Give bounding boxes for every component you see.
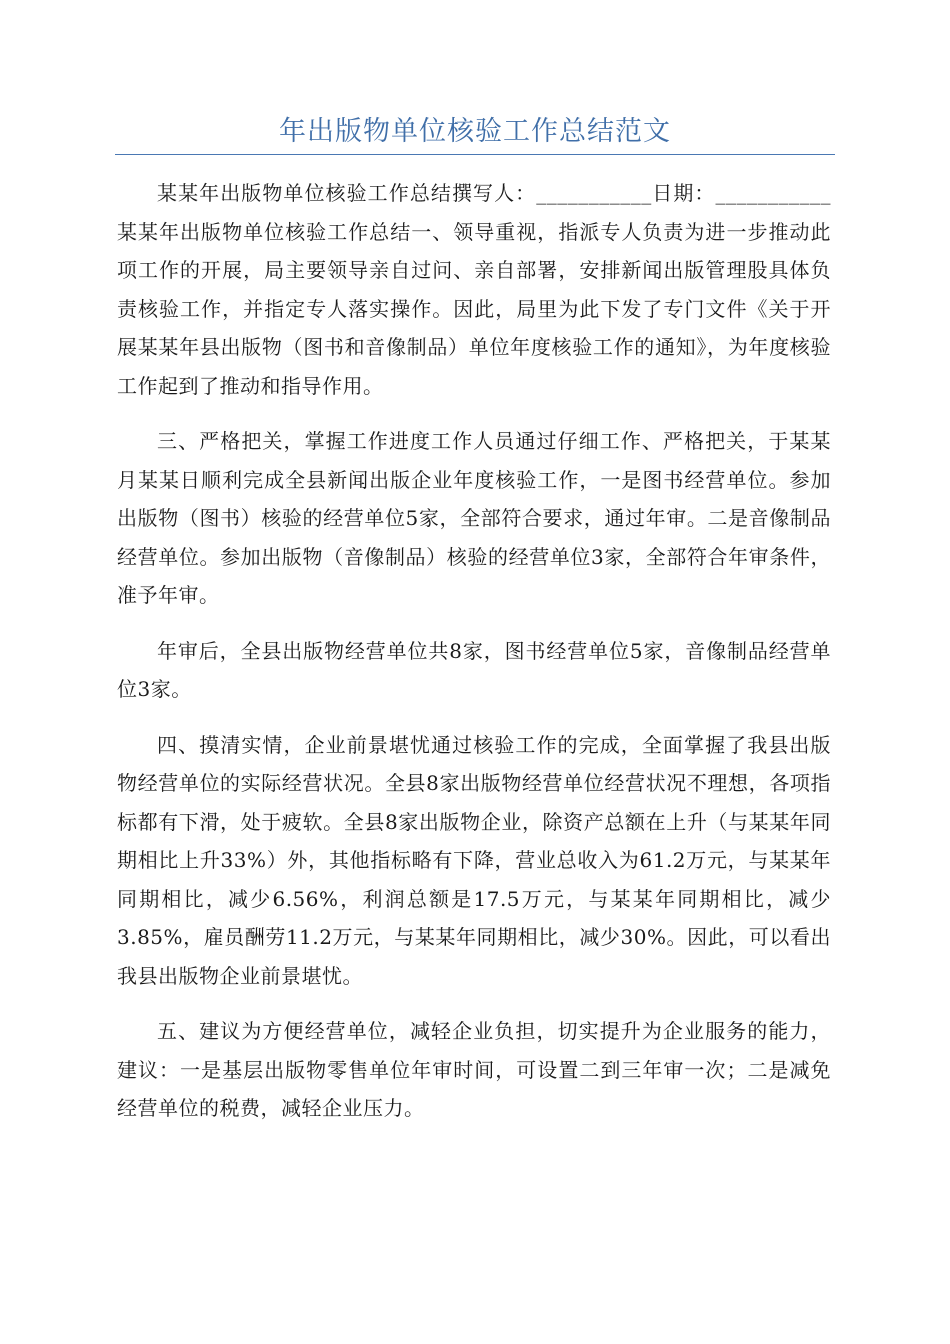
paragraph-section-five: 五、建议为方便经营单位，减轻企业负担，切实提升为企业服务的能力，建议：一是基层出版物零售单位年审时间，可设置二到三年审一次；二是减免经营单位的税费，减轻企业压力。 <box>117 1019 831 1120</box>
title-divider <box>115 154 835 155</box>
paragraph-section-three: 三、严格把关，掌握工作进度工作人员通过仔细工作、严格把关，于某某月某某日顺利完成全县新闻出版企业年度核验工作，一是图书经营单位。参加出版物（图书）核验的经营单位5家，全部符合要求，通过年审。二是音像制品经营单位。参加出版物（音像制品）核验的经营单位3家，全部符合年审条件，准予年审。 <box>117 429 831 607</box>
paragraph-intro: 某某年出版物单位核验工作总结撰写人：___________日期：___________某某年出版物单位核验工作总结一、领导重视，指派专人负责为进一步推动此项工作的开展，局主要领导亲自过问、亲自部署，安排新闻出版管理股具体负责核验工作，并指定专人落实操作。因此，局里为此下发了专门文件《关于开展某某年县出版物（图书和音像制品）单位年度核验工作的通知》，为年度核验工作起到了推动和指导作用。 <box>117 181 831 398</box>
document-title: 年出版物单位核验工作总结范文 <box>279 116 671 147</box>
paragraph-section-four: 四、摸清实情，企业前景堪忧通过核验工作的完成，全面掌握了我县出版物经营单位的实际经营状况。全县8家出版物经营单位经营状况不理想，各项指标都有下滑，处于疲软。全县8家出版物企业，除资产总额在上升（与某某年同期相比上升33%）外，其他指标略有下降，营业总收入为61.2万元，与某某年同期相比，减少6.56%，利润总额是17.5万元，与某某年同期相比，减少3.85%，雇员酬劳11.2万元，与某某年同期相比，减少30%。因此，可以看出我县出版物企业前景堪忧。 <box>117 732 831 988</box>
paragraph-after-review: 年审后，全县出版物经营单位共8家，图书经营单位5家，音像制品经营单位3家。 <box>117 638 831 701</box>
document-body <box>117 174 831 1145</box>
